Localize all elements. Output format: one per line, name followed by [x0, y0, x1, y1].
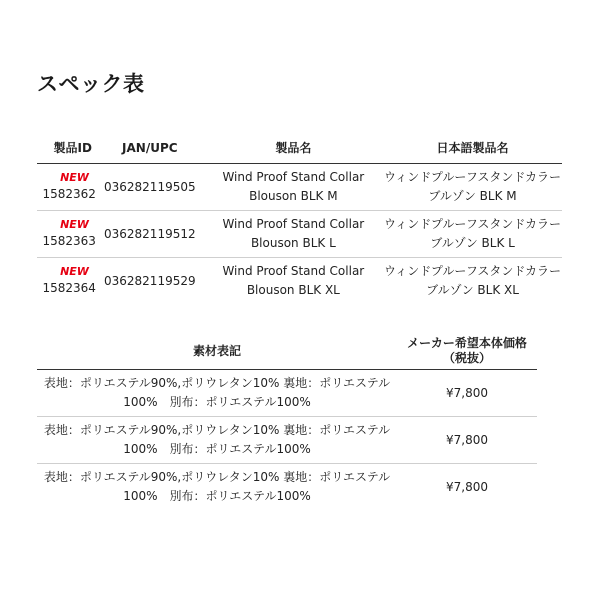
price: ¥7,800 [446, 479, 488, 494]
header-price [397, 333, 537, 370]
product-id-cell [37, 258, 96, 305]
header-material: 素材表記 [37, 333, 397, 370]
material-line1: 表地：ポリエステル90%,ポリウレタン10% 裏地：ポリエステル [43, 470, 391, 485]
table-row [37, 211, 562, 258]
product-name-line2: Blouson BLK L [250, 236, 336, 250]
product-id: 1582362 [42, 187, 96, 201]
product-name-cell [204, 258, 383, 305]
material-cell [37, 370, 397, 417]
new-badge: NEW [60, 218, 89, 231]
product-id: 1582363 [42, 234, 96, 248]
spec-table [37, 132, 562, 305]
table-row [37, 258, 562, 305]
table-row [37, 417, 537, 464]
header-price-line2: （税抜） [442, 351, 491, 365]
table-row [37, 164, 562, 211]
material-line2: 100% 別布：ポリエステル100% [123, 489, 311, 504]
header-product-id: 製品ID [37, 132, 96, 164]
header-jan-upc: JAN/UPC [96, 132, 204, 164]
page-title: スペック表 [37, 72, 145, 96]
material-line1: 表地：ポリエステル90%,ポリウレタン10% 裏地：ポリエステル [43, 376, 391, 390]
jp-name-line1: ウィンドプルーフスタンドカラー [383, 170, 561, 184]
product-id-cell [37, 164, 96, 211]
product-name-line2: Blouson BLK XL [246, 283, 340, 298]
jan-code: 036282119529 [104, 273, 196, 288]
new-badge: NEW [60, 265, 89, 279]
product-id-cell [37, 211, 96, 258]
product-name-line1: Wind Proof Stand Collar [222, 217, 365, 231]
new-badge: NEW [60, 171, 89, 184]
header-product-name: 製品名 [204, 132, 383, 164]
material-line2: 100% 別布：ポリエステル100% [123, 442, 311, 456]
product-name-line2: Blouson BLK M [249, 189, 338, 203]
product-name-line1: Wind Proof Stand Collar [222, 264, 365, 279]
jp-name-cell [383, 211, 562, 258]
jp-name-line2: ブルゾン BLK M [428, 189, 517, 203]
jp-name-cell [383, 164, 562, 211]
product-name-cell [204, 211, 383, 258]
spec-table-header-row [37, 132, 562, 164]
jp-name-cell [383, 258, 562, 305]
jan-code: 036282119512 [96, 211, 204, 258]
jp-name-line2: ブルゾン BLK L [430, 236, 515, 250]
material-table [37, 333, 537, 511]
material-cell [37, 464, 397, 511]
product-id: 1582364 [42, 281, 96, 296]
product-name-cell [204, 164, 383, 211]
material-table-header-row [37, 333, 537, 370]
jp-name-line2: ブルゾン BLK XL [426, 283, 519, 298]
table-row [37, 464, 537, 511]
price: ¥7,800 [397, 370, 537, 417]
material-line1: 表地：ポリエステル90%,ポリウレタン10% 裏地：ポリエステル [43, 423, 391, 437]
material-line2: 100% 別布：ポリエステル100% [123, 395, 311, 409]
jp-name-line1: ウィンドプルーフスタンドカラー [383, 217, 561, 231]
jan-code: 036282119505 [96, 164, 204, 211]
jp-name-line1: ウィンドプルーフスタンドカラー [383, 264, 561, 279]
header-price-line1: メーカー希望本体価格 [407, 336, 527, 350]
material-cell [37, 417, 397, 464]
table-row [37, 370, 537, 417]
header-japanese-product-name: 日本語製品名 [383, 132, 562, 164]
price: ¥7,800 [397, 417, 537, 464]
product-name-line1: Wind Proof Stand Collar [222, 170, 365, 184]
